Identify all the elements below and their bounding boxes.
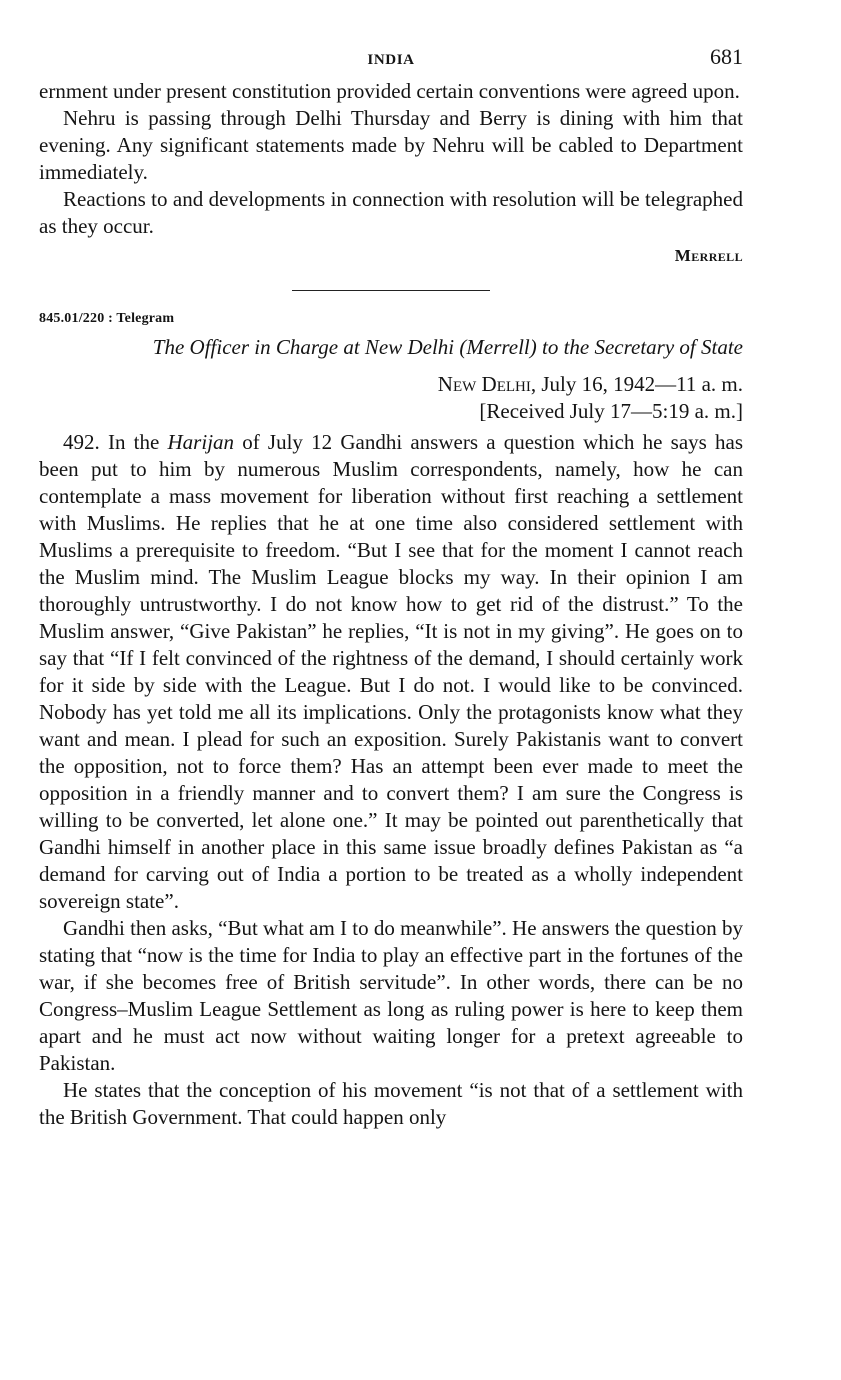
paragraph-meanwhile: Gandhi then asks, “But what am I to do meanwhile”. He answers the question by stating that “now is the time for India to play an effective part in the fortunes of the war, if she becomes free of British servitude”. In other words, there can be no Congress–Muslim League Settlement as long as ruling power is here to keep them apart and he must act now without waiting longer for a pretext agreeable to Pakistan.: [39, 916, 744, 1075]
harijan-title: Harijan: [167, 430, 235, 454]
file-reference: 845.01/220 : Telegram: [39, 311, 175, 326]
paragraph-harijan: [39, 429, 743, 915]
paragraph-harijan-text: of July 12 Gandhi answers a question which he says has been put to him by numerous Muslim correspondents, namely, how he can contemplate a mass movement for liberation without first reaching a settlement with Muslims. He replies that he at one time also considered settlement with Muslims a prerequisite to freedom. “But I see that for the moment I cannot reach the Muslim mind. The Muslim League blocks my way. In their opinion I am thoroughly untrustworthy. I do not know how to get rid of the distrust.” To the Muslim answer, “Give Pakistan” he replies, “It is not in my giving”. He goes on to say that “If I felt convinced of the rightness of the demand, I should certainly work for it side by side with the League. But I do not. I would like to be convinced. Nobody has yet told me all its implications. Only the protagonists know what they want and mean. I plead for such an exposition. Surely Pakistanis want to convert the opposition, not to force them? Has an attempt been ever made to meet the opposition in a friendly manner and to convert them? I am sure the Congress is willing to be converted, let alone one.” It may be pointed out parenthetically that Gandhi himself in another place in this same issue broadly defines Pakistan as “a demand for carving out of India a portion to be treated as a wholly independent sovereign state”.: [39, 430, 744, 913]
page-number: 681: [710, 44, 743, 69]
dateline-date: , July 16, 1942—11 a. m.: [530, 372, 743, 396]
received-note: [Received July 17—5:19 a. m.]: [479, 399, 743, 423]
document-page: [39, 44, 743, 1131]
paragraph-conception: He states that the conception of his movement “is not that of a settlement with the British Government. That could happen only: [39, 1078, 743, 1129]
signature-merrell: Merrell: [674, 246, 743, 265]
running-header: [39, 44, 743, 78]
document-title: The Officer in Charge at New Delhi (Merrell) to the Secretary of State: [152, 335, 743, 359]
continued-paragraph: ernment under present constitution provided certain conventions were agreed upon.: [39, 79, 740, 103]
section-divider: [292, 290, 490, 291]
paragraph-harijan-lead: 492. In the: [63, 430, 168, 454]
paragraph-reactions: Reactions to and developments in connection with resolution will be telegraphed as they occur.: [39, 187, 743, 238]
dateline-place: New Delhi: [437, 372, 531, 396]
running-title: INDIA: [367, 52, 415, 68]
dateline: [39, 371, 743, 398]
paragraph-nehru: Nehru is passing through Delhi Thursday and Berry is dining with him that evening. Any significant statements made by Nehru will be cabled to Department immediately.: [39, 106, 743, 184]
